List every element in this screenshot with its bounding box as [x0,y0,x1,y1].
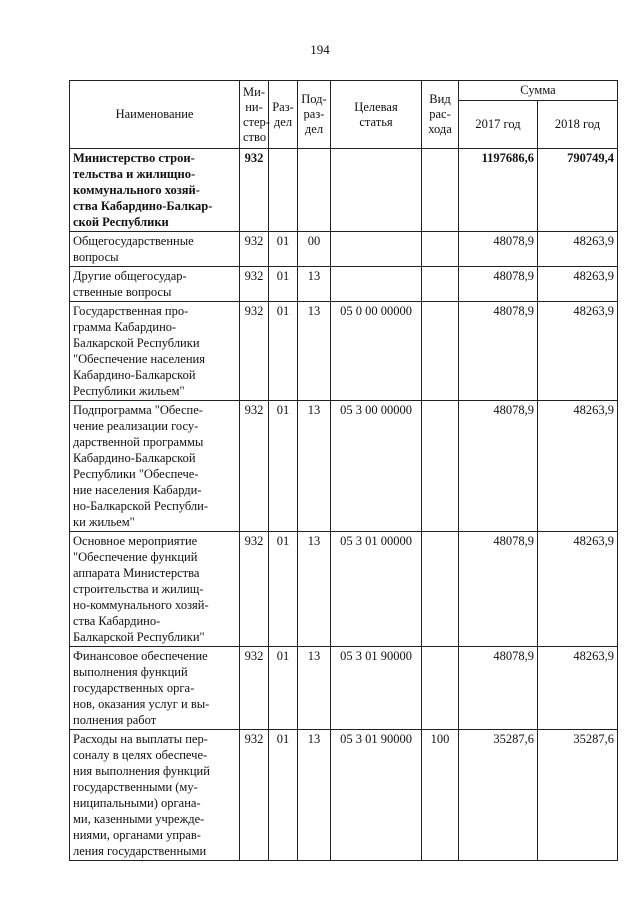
cell-2017: 1197686,6 [459,149,538,232]
table-row [70,647,618,730]
cell-2017: 48078,9 [459,267,538,302]
cell-name: Государственная про- грамма Кабардино- Балкарской Республики "Обеспечение населения Кабардино-Балкарской Республики жильем" [70,302,240,401]
cell-section: 01 [269,302,298,401]
cell-expense-type [422,647,459,730]
budget-table [69,80,618,861]
cell-name: Подпрограмма "Обеспе- чение реализации госу- дарственной программы Кабардино-Балкарской Республики "Обеспече- ние населения Кабарди- но-Балкарской Республи- ки жильем" [70,401,240,532]
cell-subsection: 13 [298,532,331,647]
cell-section: 01 [269,730,298,861]
header-name: Наименование [70,81,240,149]
cell-subsection: 13 [298,730,331,861]
header-ministry: Ми- ни- стер- ство [240,81,269,149]
cell-subsection: 00 [298,232,331,267]
cell-name: Общегосударственные вопросы [70,232,240,267]
cell-name: Основное мероприятие "Обеспечение функций аппарата Министерства строительства и жилищ- но-коммунального хозяй- ства Кабардино- Балкарской Республики" [70,532,240,647]
table-row [70,532,618,647]
cell-2018: 35287,6 [538,730,618,861]
cell-expense-type [422,232,459,267]
cell-2017: 48078,9 [459,302,538,401]
cell-expense-type [422,302,459,401]
header-subsection: Под- раз- дел [298,81,331,149]
table-row [70,149,618,232]
cell-2017: 48078,9 [459,401,538,532]
cell-target: 05 3 01 00000 [331,532,422,647]
cell-2017: 48078,9 [459,647,538,730]
cell-name: Другие общегосудар- ственные вопросы [70,267,240,302]
cell-target [331,267,422,302]
cell-ministry: 932 [240,532,269,647]
cell-2018: 48263,9 [538,647,618,730]
cell-expense-type [422,267,459,302]
cell-name: Министерство строи- тельства и жилищно- коммунального хозяй- ства Кабардино-Балкар- ской Республики [70,149,240,232]
cell-ministry: 932 [240,232,269,267]
cell-target: 05 3 01 90000 [331,647,422,730]
cell-2018: 48263,9 [538,232,618,267]
cell-name: Финансовое обеспечение выполнения функций государственных орга- нов, оказания услуг и вы- полнения работ [70,647,240,730]
cell-subsection: 13 [298,302,331,401]
cell-2017: 48078,9 [459,532,538,647]
cell-ministry: 932 [240,401,269,532]
cell-expense-type [422,401,459,532]
table-row [70,232,618,267]
cell-2018: 48263,9 [538,401,618,532]
cell-expense-type: 100 [422,730,459,861]
header-2017: 2017 год [459,101,538,149]
header-2018: 2018 год [538,101,618,149]
table-row [70,267,618,302]
header-sum: Сумма [459,81,618,101]
cell-ministry: 932 [240,149,269,232]
cell-section: 01 [269,401,298,532]
cell-ministry: 932 [240,267,269,302]
cell-2018: 790749,4 [538,149,618,232]
table-row [70,401,618,532]
cell-target [331,149,422,232]
cell-2018: 48263,9 [538,302,618,401]
cell-name: Расходы на выплаты пер- соналу в целях обеспече- ния выполнения функций государственными (му- ниципальными) органа- ми, казенными учрежде- ниями, органами управ- ления государственными [70,730,240,861]
cell-expense-type [422,532,459,647]
cell-ministry: 932 [240,302,269,401]
cell-section: 01 [269,267,298,302]
cell-section: 01 [269,647,298,730]
header-target: Целевая статья [331,81,422,149]
table-row [70,302,618,401]
cell-target: 05 0 00 00000 [331,302,422,401]
cell-subsection [298,149,331,232]
page-number: 194 [310,42,330,57]
cell-section [269,149,298,232]
cell-ministry: 932 [240,647,269,730]
cell-2018: 48263,9 [538,267,618,302]
header-expense-type: Вид рас- хода [422,81,459,149]
cell-subsection: 13 [298,267,331,302]
cell-section: 01 [269,532,298,647]
table-row [70,730,618,861]
cell-2018: 48263,9 [538,532,618,647]
cell-target [331,232,422,267]
cell-section: 01 [269,232,298,267]
cell-subsection: 13 [298,647,331,730]
cell-target: 05 3 00 00000 [331,401,422,532]
cell-2017: 35287,6 [459,730,538,861]
cell-subsection: 13 [298,401,331,532]
cell-expense-type [422,149,459,232]
cell-2017: 48078,9 [459,232,538,267]
table-body [70,149,618,861]
cell-ministry: 932 [240,730,269,861]
header-section: Раз- дел [269,81,298,149]
cell-target: 05 3 01 90000 [331,730,422,861]
